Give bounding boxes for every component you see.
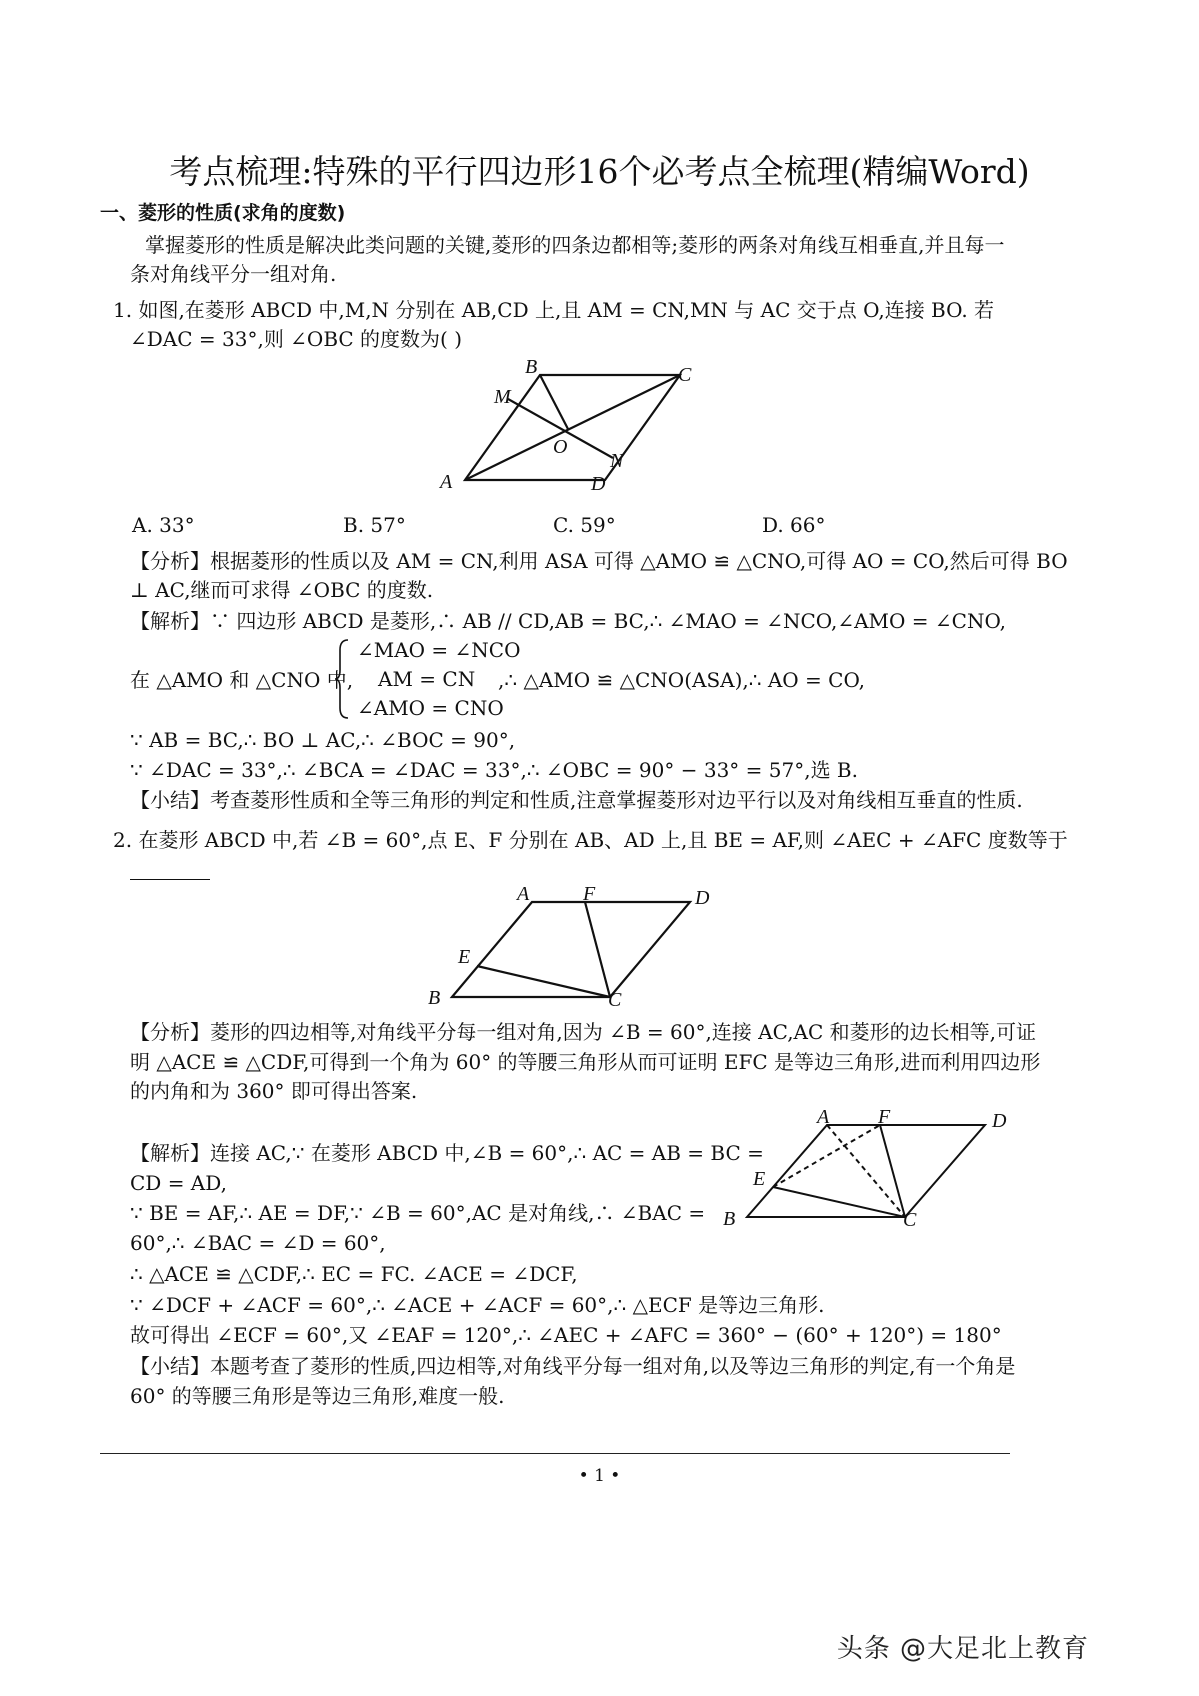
- q2-label-e: E: [458, 946, 471, 968]
- q2-solution-figure: [720, 1107, 1030, 1232]
- q2-summary-line-1: 【小结】本题考查了菱形的性质,四边相等,对角线平分每一组对角,以及等边三角形的判定,有一个角是: [130, 1354, 1016, 1378]
- q1-system-conclusion: ,∴ △AMO ≌ △CNO(ASA),∴ AO = CO,: [498, 668, 866, 692]
- q1-label-m: M: [494, 386, 511, 408]
- q1-analysis-line-1: 【分析】根据菱形的性质以及 AM = CN,利用 ASA 可得 △AMO ≌ △CNO,可得 AO = CO,然后可得 BO: [130, 549, 1068, 573]
- q1-system-eq-3: ∠AMO = CNO: [357, 696, 504, 720]
- q1-solution-line-1: 【解析】∵ 四边形 ABCD 是菱形,∴ AB // CD,AB = BC,∴ ∠MAO = ∠NCO,∠AMO = ∠CNO,: [130, 609, 1007, 633]
- q1-system-eq-1: ∠MAO = ∠NCO: [357, 638, 521, 662]
- intro-line-2: 条对角线平分一组对角.: [130, 262, 337, 286]
- section-heading: 一、菱形的性质(求角的度数): [100, 202, 346, 224]
- q2-sol-label-c: C: [903, 1209, 917, 1231]
- q2-sol-label-d: D: [992, 1110, 1007, 1132]
- q2-sol-label-f: F: [878, 1106, 891, 1128]
- q2-analysis-line-3: 的内角和为 360° 即可得出答案.: [130, 1079, 418, 1103]
- q2-solution-line-7: 故可得出 ∠ECF = 60°,又 ∠EAF = 120°,∴ ∠AEC + ∠AFC = 360° − (60° + 120°) = 180°: [130, 1323, 1002, 1347]
- q1-label-c: C: [678, 364, 692, 386]
- q2-sol-segment-ec: [773, 1187, 905, 1217]
- q2-solution-line-2: CD = AD,: [130, 1171, 227, 1195]
- q1-segment-bo: [540, 375, 568, 429]
- q1-option-a: A. 33°: [132, 513, 195, 537]
- q1-option-b: B. 57°: [343, 513, 406, 537]
- q1-rhombus-figure: [430, 355, 710, 500]
- q1-option-d: D. 66°: [762, 513, 826, 537]
- q2-solution-line-3: ∵ BE = AF,∴ AE = DF,∵ ∠B = 60°,AC 是对角线,∴ ∠BAC =: [130, 1201, 706, 1225]
- q2-sol-label-a: A: [817, 1106, 830, 1128]
- q1-solution-in: 在 △AMO 和 △CNO 中,: [130, 668, 354, 692]
- q2-sol-label-b: B: [723, 1208, 736, 1230]
- intro-line-1: 掌握菱形的性质是解决此类问题的关键,菱形的四条边都相等;菱形的两条对角线互相垂直,并且每一: [145, 233, 1005, 257]
- q1-solution-line-3: ∵ AB = BC,∴ BO ⊥ AC,∴ ∠BOC = 90°,: [130, 728, 516, 752]
- q2-solution-line-6: ∵ ∠DCF + ∠ACF = 60°,∴ ∠ACE + ∠ACF = 60°,∴ △ECF 是等边三角形.: [130, 1293, 825, 1317]
- q2-label-d: D: [695, 887, 710, 909]
- q2-label-b: B: [428, 987, 441, 1009]
- q1-summary: 【小结】考查菱形性质和全等三角形的判定和性质,注意掌握菱形对边平行以及对角线相互垂直的性质.: [130, 788, 1023, 812]
- footer-rule: [100, 1453, 1010, 1454]
- q2-sol-dashed-ef: [773, 1125, 880, 1187]
- q2-answer-blank: [130, 879, 210, 880]
- q1-stem-line-2: ∠DAC = 33°,则 ∠OBC 的度数为( ): [130, 327, 463, 351]
- page-title: 考点梳理:特殊的平行四边形16个必考点全梳理(精编Word): [169, 152, 1030, 191]
- q2-segment-ec: [477, 966, 610, 997]
- q2-solution-line-4: 60°,∴ ∠BAC = ∠D = 60°,: [130, 1231, 386, 1255]
- q1-stem-line-1: 1. 如图,在菱形 ABCD 中,M,N 分别在 AB,CD 上,且 AM = CN,MN 与 AC 交于点 O,连接 BO. 若: [113, 298, 995, 322]
- q2-summary-line-2: 60° 的等腰三角形是等边三角形,难度一般.: [130, 1384, 505, 1408]
- q2-sol-rhombus-outline: [747, 1125, 985, 1217]
- q1-label-b: B: [525, 356, 538, 378]
- q1-label-o: O: [553, 436, 568, 458]
- source-watermark: 头条 @大足北上教育: [836, 1634, 1089, 1664]
- q1-label-d: D: [591, 473, 606, 495]
- q1-label-a: A: [440, 471, 453, 493]
- q1-system-brace: [334, 638, 350, 720]
- q1-label-n: N: [610, 450, 624, 472]
- q2-solution-line-5: ∴ △ACE ≌ △CDF,∴ EC = FC. ∠ACE = ∠DCF,: [130, 1262, 578, 1286]
- q2-label-c: C: [608, 989, 622, 1011]
- q1-solution-line-4: ∵ ∠DAC = 33°,∴ ∠BCA = ∠DAC = 33°,∴ ∠OBC = 90° − 33° = 57°,选 B.: [130, 758, 858, 782]
- q2-label-a: A: [517, 883, 530, 905]
- q1-option-c: C. 59°: [553, 513, 616, 537]
- q2-label-f: F: [583, 883, 596, 905]
- q2-rhombus-outline: [452, 902, 690, 997]
- q2-rhombus-figure: [425, 882, 725, 1012]
- q2-sol-label-e: E: [753, 1168, 766, 1190]
- q1-analysis-line-2: ⊥ AC,继而可求得 ∠OBC 的度数.: [130, 578, 434, 602]
- q2-analysis-line-1: 【分析】菱形的四边相等,对角线平分每一组对角,因为 ∠B = 60°,连接 AC,AC 和菱形的边长相等,可证: [130, 1020, 1037, 1044]
- q2-solution-line-1: 【解析】连接 AC,∵ 在菱形 ABCD 中,∠B = 60°,∴ AC = AB = BC =: [130, 1141, 764, 1165]
- q2-segment-fc: [585, 902, 610, 997]
- q2-stem: 2. 在菱形 ABCD 中,若 ∠B = 60°,点 E、F 分别在 AB、AD 上,且 BE = AF,则 ∠AEC + ∠AFC 度数等于: [113, 828, 1068, 852]
- q1-system-eq-2: AM = CN: [378, 667, 476, 691]
- q2-analysis-line-2: 明 △ACE ≌ △CDF,可得到一个角为 60° 的等腰三角形从而可证明 EFC 是等边三角形,进而利用四边形: [130, 1050, 1041, 1074]
- page-number: • 1 •: [578, 1466, 621, 1486]
